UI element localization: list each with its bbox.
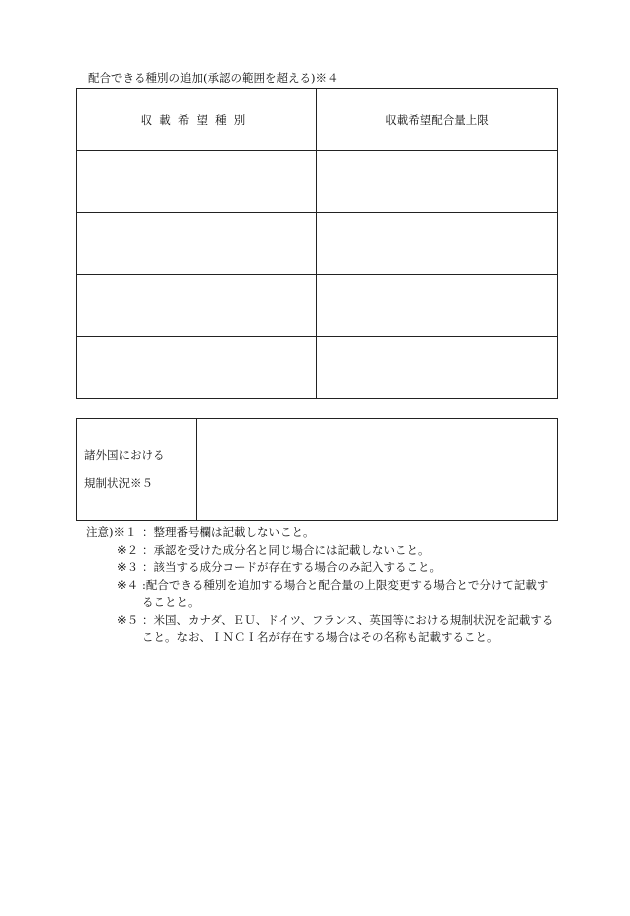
note-mark: ※３ <box>117 560 139 574</box>
note-mark: ※４ <box>117 577 139 592</box>
table-header-row <box>77 89 558 151</box>
notes-section <box>86 524 556 647</box>
note-mark: ※５ <box>117 612 139 627</box>
category-cell <box>77 213 317 275</box>
table-row <box>77 275 558 337</box>
note-text: ：該当する成分コードが存在する場合のみ記入すること。 <box>142 560 441 574</box>
note-item <box>86 612 556 647</box>
note-item <box>86 559 556 577</box>
table-row <box>77 213 558 275</box>
category-cell <box>77 337 317 399</box>
category-cell <box>77 275 317 337</box>
table-caption: 配合できる種別の追加(承認の範囲を超える)※４ <box>88 71 339 85</box>
note-text: ：整理番号欄は記載しないこと。 <box>142 525 315 539</box>
notes-title: 注意) <box>86 525 114 539</box>
note-mark: ※１ <box>113 525 137 539</box>
regulation-label-line1: 諸外国における <box>84 447 165 462</box>
max-amount-cell <box>317 337 558 399</box>
note-mark: ※２ <box>117 542 139 557</box>
max-amount-cell <box>317 213 558 275</box>
regulation-value <box>197 419 558 521</box>
note-item <box>86 542 556 560</box>
header-category: 収載希望種別 <box>77 89 317 151</box>
note-item <box>86 577 556 612</box>
table-row <box>77 337 558 399</box>
regulation-row <box>77 419 558 521</box>
regulation-label <box>77 419 197 521</box>
header-max-amount: 収載希望配合量上限 <box>317 89 558 151</box>
table-row <box>77 151 558 213</box>
note-item <box>86 524 556 542</box>
max-amount-cell <box>317 275 558 337</box>
max-amount-cell <box>317 151 558 213</box>
ingredient-table <box>76 88 558 399</box>
regulation-label-line2: 規制状況※５ <box>84 476 153 490</box>
category-cell <box>77 151 317 213</box>
note-text: ：米国、カナダ、ＥＵ、ドイツ、フランス、英国等における規制状況を記載すること。なお、ＩＮＣＩ名が存在する場合はその名称も記載すること。 <box>142 612 554 644</box>
note-text: :配合できる種別を追加する場合と配合量の上限変更する場合とで分けて記載することと。 <box>142 577 549 609</box>
note-text: ：承認を受けた成分名と同じ場合には記載しないこと。 <box>142 542 430 557</box>
regulation-table <box>76 418 558 521</box>
